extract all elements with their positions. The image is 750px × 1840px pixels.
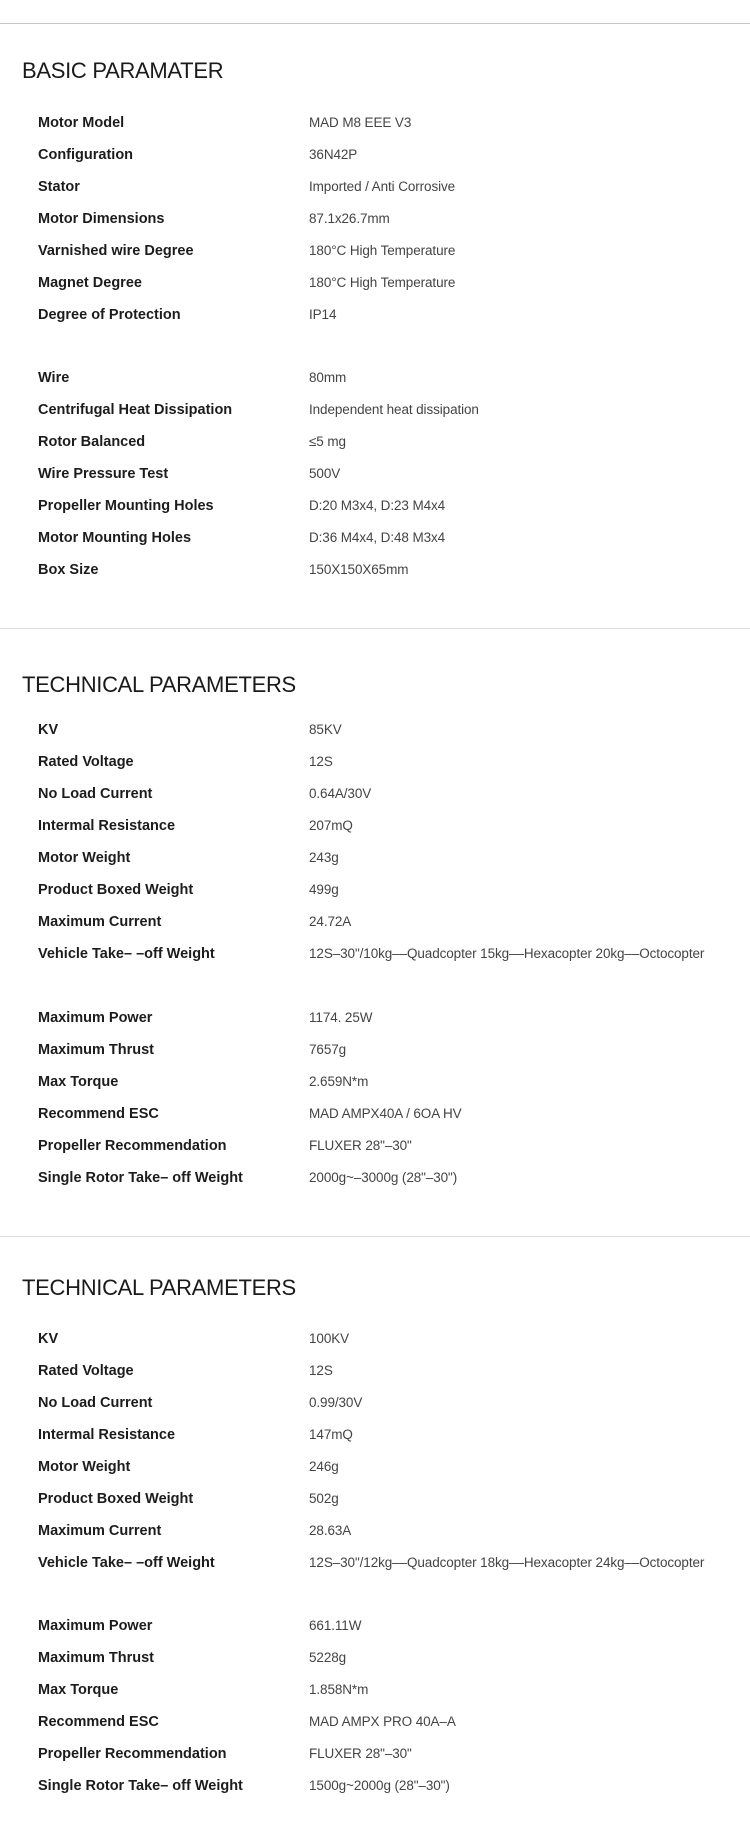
spec-label: Propeller Recommendation	[38, 1746, 227, 1762]
spec-label: Single Rotor Take– off Weight	[38, 1170, 243, 1186]
spec-row	[0, 1393, 750, 1413]
spec-value: 246g	[309, 1459, 339, 1474]
spec-label: KV	[38, 1331, 59, 1347]
spec-row	[0, 177, 750, 197]
spec-value: Imported / Anti Corrosive	[309, 179, 456, 194]
spec-value: 499g	[309, 882, 339, 897]
spec-row	[0, 912, 750, 932]
spec-value: 0.64A/30V	[309, 786, 372, 801]
spec-value: 243g	[309, 850, 339, 865]
spec-value: 1500g~2000g (28"–30")	[309, 1778, 450, 1793]
section-title-technical: TECHNICAL PARAMETERS	[22, 1275, 296, 1300]
spec-label: Wire Pressure Test	[38, 466, 169, 482]
spec-label: Propeller Mounting Holes	[38, 498, 214, 514]
spec-label: KV	[38, 722, 59, 738]
section-divider	[0, 1236, 750, 1237]
spec-row	[0, 1136, 750, 1156]
spec-row	[0, 241, 750, 261]
spec-label: Box Size	[38, 562, 99, 578]
spec-value: 5228g	[309, 1650, 347, 1665]
spec-value: 80mm	[309, 370, 347, 385]
spec-row	[0, 880, 750, 900]
spec-label: Max Torque	[38, 1074, 119, 1090]
spec-value: 36N42P	[309, 147, 358, 162]
spec-value: 1174. 25W	[309, 1010, 373, 1025]
spec-label: No Load Current	[38, 786, 153, 802]
spec-value: 87.1x26.7mm	[309, 211, 390, 226]
spec-label: Motor Weight	[38, 850, 131, 866]
spec-row	[0, 784, 750, 804]
spec-row	[0, 944, 750, 964]
spec-value: 12S	[309, 1363, 333, 1378]
spec-value: 147mQ	[309, 1427, 353, 1442]
spec-row	[0, 209, 750, 229]
spec-value: 28.63A	[309, 1523, 352, 1538]
section-divider	[0, 628, 750, 629]
spec-row	[0, 1168, 750, 1188]
spec-label: Motor Model	[38, 115, 125, 131]
spec-label: Product Boxed Weight	[38, 1491, 194, 1507]
spec-row	[0, 1680, 750, 1700]
spec-label: Maximum Power	[38, 1010, 153, 1026]
spec-row	[0, 1425, 750, 1445]
spec-row	[0, 752, 750, 772]
spec-label: Intermal Resistance	[38, 1427, 176, 1443]
spec-label: Recommend ESC	[38, 1714, 159, 1730]
spec-label: Maximum Thrust	[38, 1650, 155, 1666]
spec-value: FLUXER 28"–30"	[309, 1138, 412, 1153]
spec-label: Motor Mounting Holes	[38, 530, 192, 546]
spec-value: MAD AMPX PRO 40A–A	[309, 1714, 456, 1729]
spec-row	[0, 848, 750, 868]
spec-value: 100KV	[309, 1331, 350, 1346]
spec-row	[0, 1489, 750, 1509]
spec-value: 12S	[309, 754, 333, 769]
spec-row	[0, 1457, 750, 1477]
spec-row	[0, 1776, 750, 1796]
spec-value: 7657g	[309, 1042, 347, 1057]
spec-row	[0, 1072, 750, 1092]
spec-label: Varnished wire Degree	[38, 243, 194, 259]
spec-label: Stator	[38, 179, 80, 195]
spec-row	[0, 528, 750, 548]
spec-row	[0, 1521, 750, 1541]
spec-value: 12S–30"/12kg––Quadcopter 18kg––Hexacopter 24kg––Octocopter	[309, 1555, 705, 1570]
spec-label: No Load Current	[38, 1395, 153, 1411]
spec-row	[0, 1104, 750, 1124]
spec-row	[0, 113, 750, 133]
spec-value: 180°C High Temperature	[309, 275, 456, 290]
spec-row	[0, 1329, 750, 1349]
spec-row	[0, 1616, 750, 1636]
spec-row	[0, 1361, 750, 1381]
spec-value: D:36 M4x4, D:48 M3x4	[309, 530, 446, 545]
spec-value: MAD AMPX40A / 6OA HV	[309, 1106, 462, 1121]
spec-label: Max Torque	[38, 1682, 119, 1698]
spec-row	[0, 560, 750, 580]
spec-label: Maximum Thrust	[38, 1042, 155, 1058]
spec-value: 150X150X65mm	[309, 562, 409, 577]
spec-row	[0, 1712, 750, 1732]
spec-label: Wire	[38, 370, 70, 386]
spec-label: Rated Voltage	[38, 1363, 134, 1379]
spec-row	[0, 720, 750, 740]
spec-value: D:20 M3x4, D:23 M4x4	[309, 498, 446, 513]
spec-label: Rotor Balanced	[38, 434, 146, 450]
section-title-basic: BASIC PARAMATER	[22, 58, 224, 83]
spec-value: 502g	[309, 1491, 339, 1506]
spec-value: 1.858N*m	[309, 1682, 369, 1697]
top-rule	[0, 23, 750, 24]
spec-label: Product Boxed Weight	[38, 882, 194, 898]
spec-value: 500V	[309, 466, 341, 481]
spec-row	[0, 368, 750, 388]
spec-value: Independent heat dissipation	[309, 402, 479, 417]
spec-row	[0, 464, 750, 484]
section-title-technical: TECHNICAL PARAMETERS	[22, 672, 296, 697]
spec-label: Single Rotor Take– off Weight	[38, 1778, 243, 1794]
spec-value: 2.659N*m	[309, 1074, 369, 1089]
spec-label: Intermal Resistance	[38, 818, 176, 834]
spec-row	[0, 1008, 750, 1028]
spec-value: 24.72A	[309, 914, 352, 929]
spec-label: Recommend ESC	[38, 1106, 159, 1122]
spec-row	[0, 1040, 750, 1060]
spec-value: 180°C High Temperature	[309, 243, 456, 258]
spec-row	[0, 816, 750, 836]
spec-row	[0, 1744, 750, 1764]
spec-value: ≤5 mg	[309, 434, 346, 449]
spec-value: IP14	[309, 307, 337, 322]
spec-row	[0, 305, 750, 325]
spec-label: Motor Weight	[38, 1459, 131, 1475]
spec-label: Vehicle Take– –off Weight	[38, 946, 215, 962]
spec-row	[0, 1553, 750, 1573]
spec-label: Magnet Degree	[38, 275, 142, 291]
spec-label: Degree of Protection	[38, 307, 181, 323]
spec-label: Maximum Current	[38, 914, 162, 930]
spec-value: FLUXER 28"–30"	[309, 1746, 412, 1761]
spec-label: Maximum Power	[38, 1618, 153, 1634]
spec-value: 85KV	[309, 722, 342, 737]
spec-label: Vehicle Take– –off Weight	[38, 1555, 215, 1571]
spec-value: 207mQ	[309, 818, 353, 833]
spec-value: 12S–30"/10kg––Quadcopter 15kg––Hexacopter 20kg––Octocopter	[309, 946, 705, 961]
spec-label: Centrifugal Heat Dissipation	[38, 402, 233, 418]
spec-value: 2000g~–3000g (28"–30")	[309, 1170, 458, 1185]
spec-row	[0, 273, 750, 293]
spec-row	[0, 400, 750, 420]
spec-label: Maximum Current	[38, 1523, 162, 1539]
spec-row	[0, 145, 750, 165]
spec-row	[0, 1648, 750, 1668]
spec-value: 661.11W	[309, 1618, 362, 1633]
spec-label: Rated Voltage	[38, 754, 134, 770]
spec-label: Motor Dimensions	[38, 211, 165, 227]
spec-label: Configuration	[38, 147, 134, 163]
spec-value: MAD M8 EEE V3	[309, 115, 412, 130]
spec-row	[0, 496, 750, 516]
spec-row	[0, 432, 750, 452]
spec-label: Propeller Recommendation	[38, 1138, 227, 1154]
spec-value: 0.99/30V	[309, 1395, 363, 1410]
